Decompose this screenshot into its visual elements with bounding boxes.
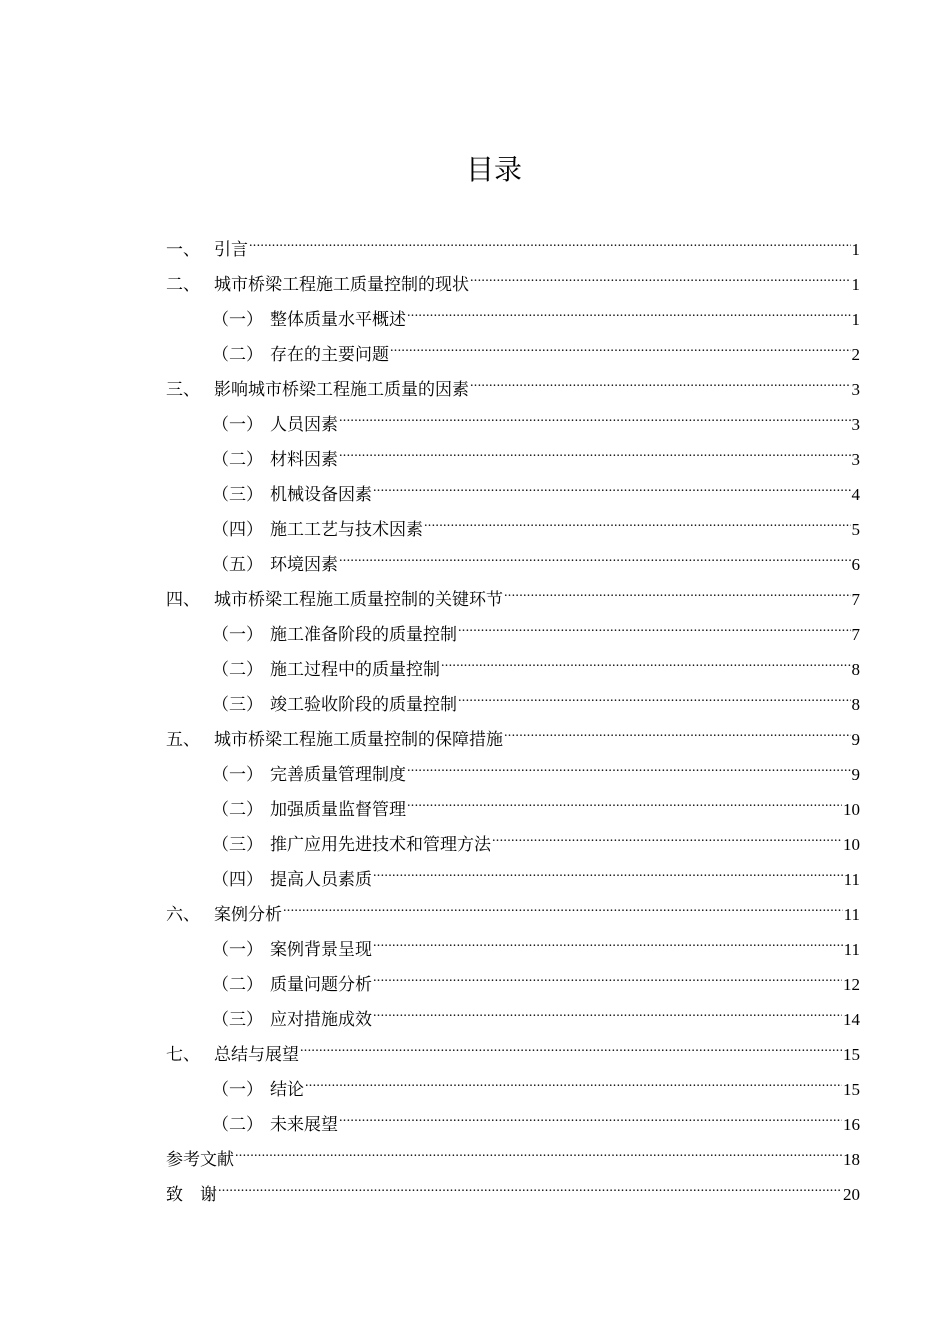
toc-dot-leader — [504, 570, 851, 605]
toc-entry-page-number: 7 — [851, 590, 860, 609]
toc-entry-page-number: 7 — [851, 625, 860, 644]
toc-entry[interactable] — [166, 1165, 860, 1205]
toc-entry-number: 六、 — [166, 905, 200, 925]
toc-entry-title: 城市桥梁工程施工质量控制的保障措施 — [214, 730, 503, 750]
toc-entry-title: 施工过程中的质量控制 — [270, 660, 440, 680]
toc-entry-title: 引言 — [214, 240, 248, 260]
toc-entry-page-number: 1 — [851, 275, 860, 294]
toc-entry-number: （二） — [212, 660, 263, 680]
table-of-contents — [166, 220, 860, 1205]
toc-dot-leader — [458, 605, 851, 640]
toc-entry-page-number: 1 — [851, 240, 860, 259]
toc-entry-number: （一） — [212, 625, 263, 645]
toc-entry[interactable] — [166, 255, 860, 295]
toc-entry-title: 材料因素 — [270, 450, 338, 470]
toc-entry-number: （一） — [212, 415, 263, 435]
toc-entry-title: 致 谢 — [166, 1185, 217, 1205]
toc-dot-leader — [407, 745, 851, 780]
toc-entry-number: （三） — [212, 485, 263, 505]
toc-entry-page-number: 3 — [851, 380, 860, 399]
toc-entry-page-number: 11 — [843, 905, 860, 924]
toc-dot-leader — [407, 780, 842, 815]
toc-entry-page-number: 3 — [851, 450, 860, 469]
toc-entry-title: 案例背景呈现 — [270, 940, 372, 960]
toc-dot-leader — [373, 990, 842, 1025]
toc-dot-leader — [458, 675, 851, 710]
toc-entry-page-number: 2 — [851, 345, 860, 364]
toc-dot-leader — [235, 1130, 842, 1165]
toc-entry-number: （一） — [212, 940, 263, 960]
toc-entry-title: 提高人员素质 — [270, 870, 372, 890]
toc-entry-title: 案例分析 — [214, 905, 282, 925]
toc-entry-page-number: 20 — [843, 1185, 860, 1204]
toc-entry-number: （一） — [212, 310, 263, 330]
toc-entry-title: 推广应用先进技术和管理方法 — [270, 835, 491, 855]
toc-entry-page-number: 14 — [843, 1010, 860, 1029]
toc-entry-page-number: 15 — [843, 1080, 860, 1099]
toc-dot-leader — [339, 395, 851, 430]
toc-entry-title: 未来展望 — [270, 1115, 338, 1135]
toc-entry-page-number: 15 — [843, 1045, 860, 1064]
toc-entry-page-number: 11 — [843, 940, 860, 959]
toc-entry-number: （一） — [212, 1080, 263, 1100]
toc-entry-number: （三） — [212, 835, 263, 855]
toc-entry-number: （二） — [212, 450, 263, 470]
toc-entry-title: 机械设备因素 — [270, 485, 372, 505]
toc-entry-title: 施工工艺与技术因素 — [270, 520, 423, 540]
toc-entry-title: 完善质量管理制度 — [270, 765, 406, 785]
toc-dot-leader — [373, 920, 843, 955]
toc-entry-page-number: 4 — [851, 485, 860, 504]
toc-entry-title: 参考文献 — [166, 1150, 234, 1170]
toc-entry-number: （二） — [212, 800, 263, 820]
toc-dot-leader — [390, 325, 851, 360]
toc-entry[interactable] — [166, 1130, 860, 1170]
toc-entry-page-number: 12 — [843, 975, 860, 994]
toc-entry-title: 应对措施成效 — [270, 1010, 372, 1030]
toc-entry-title: 结论 — [270, 1080, 304, 1100]
toc-entry-title: 城市桥梁工程施工质量控制的现状 — [214, 275, 469, 295]
toc-dot-leader — [373, 465, 851, 500]
toc-dot-leader — [424, 500, 851, 535]
toc-dot-leader — [339, 535, 851, 570]
toc-entry-title: 人员因素 — [270, 415, 338, 435]
toc-entry-page-number: 5 — [851, 520, 860, 539]
toc-entry-number: 五、 — [166, 730, 200, 750]
toc-dot-leader — [373, 955, 842, 990]
toc-entry-number: （四） — [212, 870, 263, 890]
toc-entry-title: 整体质量水平概述 — [270, 310, 406, 330]
toc-entry-page-number: 8 — [851, 695, 860, 714]
toc-entry[interactable] — [166, 220, 860, 260]
toc-dot-leader — [305, 1060, 842, 1095]
toc-dot-leader — [504, 710, 851, 745]
toc-entry-title: 存在的主要问题 — [270, 345, 389, 365]
toc-entry-page-number: 8 — [851, 660, 860, 679]
toc-entry-number: （二） — [212, 975, 263, 995]
toc-entry-title: 环境因素 — [270, 555, 338, 575]
toc-entry-number: 七、 — [166, 1045, 200, 1065]
toc-entry-page-number: 11 — [843, 870, 860, 889]
toc-dot-leader — [283, 885, 843, 920]
toc-dot-leader — [492, 815, 842, 850]
toc-dot-leader — [470, 255, 851, 290]
toc-entry-number: （三） — [212, 1010, 263, 1030]
toc-entry-number: （五） — [212, 555, 263, 575]
toc-entry-page-number: 6 — [851, 555, 860, 574]
page-title: 目录 — [465, 153, 522, 186]
toc-entry-title: 竣工验收阶段的质量控制 — [270, 695, 457, 715]
toc-dot-leader — [339, 1095, 842, 1130]
toc-dot-leader — [441, 640, 851, 675]
toc-entry-page-number: 9 — [851, 730, 860, 749]
toc-entry-title: 质量问题分析 — [270, 975, 372, 995]
toc-entry-number: 一、 — [166, 240, 200, 260]
toc-dot-leader — [339, 430, 851, 465]
toc-entry-page-number: 3 — [851, 415, 860, 434]
toc-dot-leader — [470, 360, 851, 395]
toc-entry-title: 影响城市桥梁工程施工质量的因素 — [214, 380, 469, 400]
toc-entry-number: 二、 — [166, 275, 200, 295]
toc-entry-page-number: 16 — [843, 1115, 860, 1134]
toc-entry-number: 四、 — [166, 590, 200, 610]
toc-dot-leader — [249, 220, 851, 255]
toc-entry-title: 城市桥梁工程施工质量控制的关键环节 — [214, 590, 503, 610]
toc-dot-leader — [218, 1165, 842, 1200]
toc-entry-page-number: 10 — [843, 835, 860, 854]
toc-entry-title: 加强质量监督管理 — [270, 800, 406, 820]
toc-entry-number: （一） — [212, 765, 263, 785]
toc-entry-page-number: 1 — [851, 310, 860, 329]
toc-entry-number: （三） — [212, 695, 263, 715]
toc-entry-page-number: 18 — [843, 1150, 860, 1169]
toc-entry-number: （二） — [212, 1115, 263, 1135]
toc-entry-page-number: 10 — [843, 800, 860, 819]
toc-dot-leader — [407, 290, 851, 325]
toc-dot-leader — [373, 850, 843, 885]
toc-entry-number: 三、 — [166, 380, 200, 400]
toc-entry-title: 总结与展望 — [214, 1045, 299, 1065]
toc-entry-number: （四） — [212, 520, 263, 540]
toc-entry-page-number: 9 — [851, 765, 860, 784]
toc-dot-leader — [300, 1025, 842, 1060]
toc-entry-number: （二） — [212, 345, 263, 365]
toc-entry-title: 施工准备阶段的质量控制 — [270, 625, 457, 645]
